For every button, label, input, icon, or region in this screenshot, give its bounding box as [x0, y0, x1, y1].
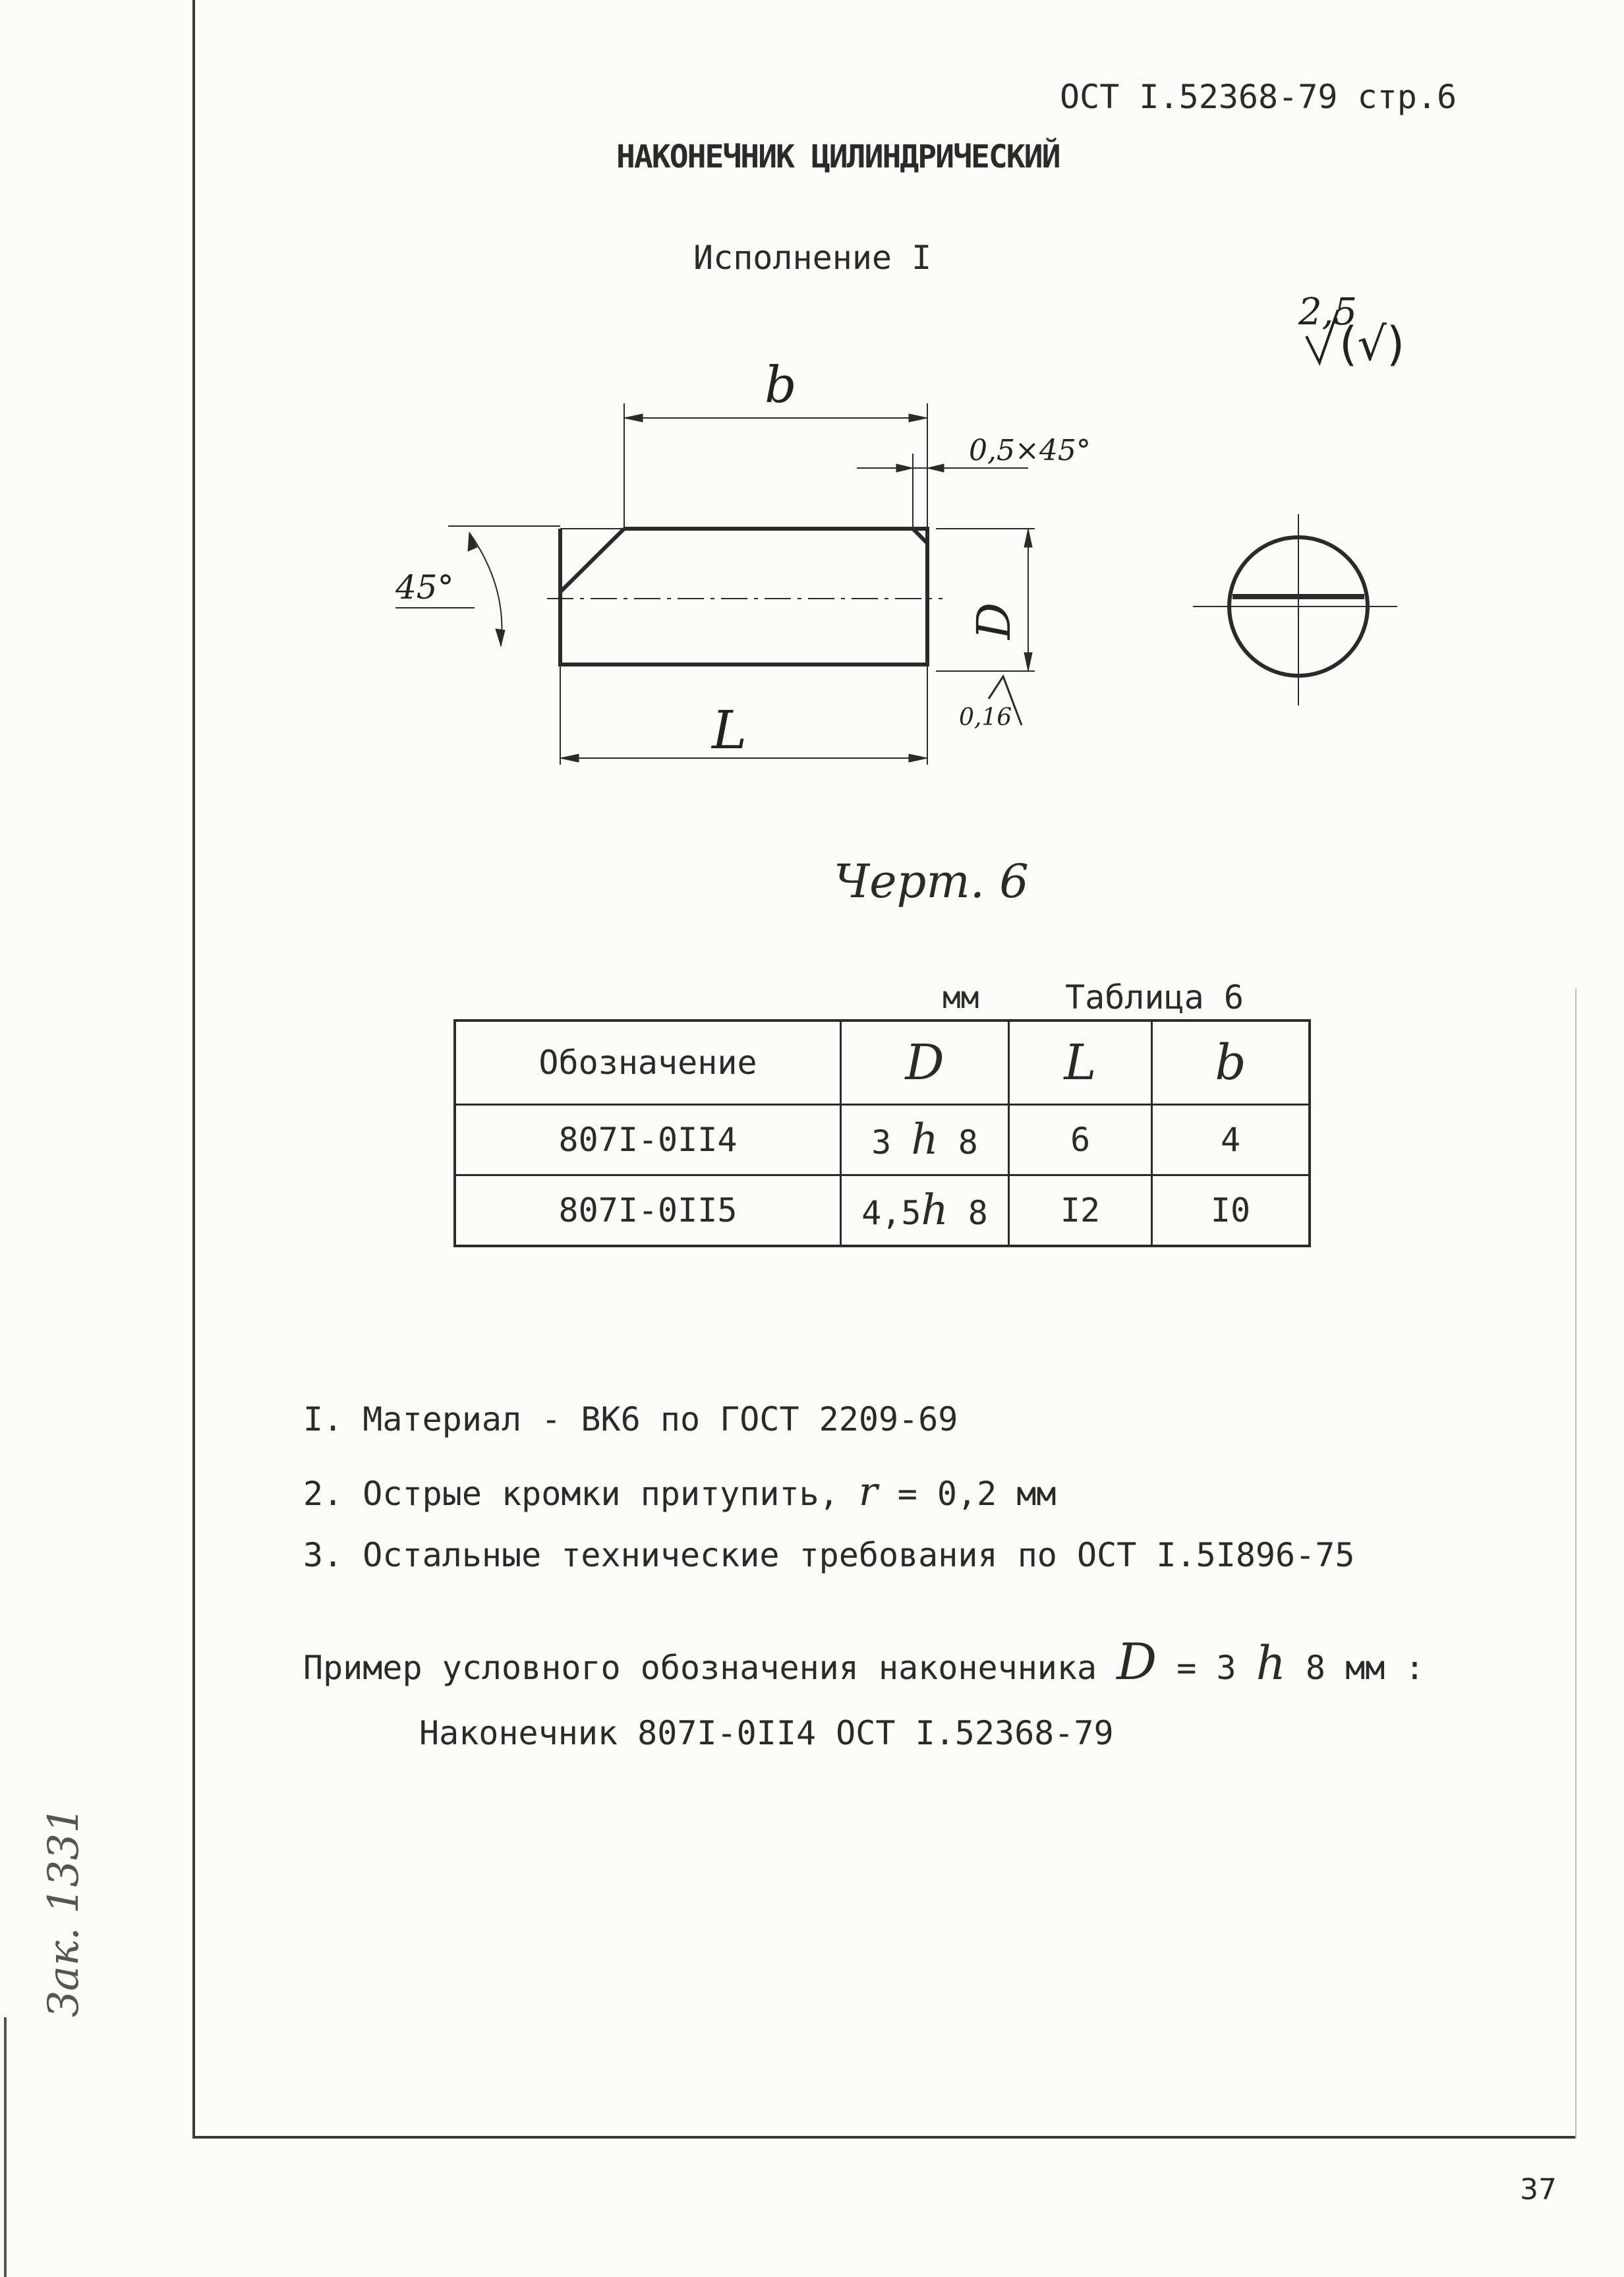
dim-d-label: D [967, 602, 1021, 639]
roughness-value: 2,5 [1298, 291, 1358, 334]
table-row [455, 1105, 1310, 1175]
example-eq: = 3 [1176, 1649, 1236, 1687]
header-b: b [1152, 1020, 1310, 1105]
header-d: D [841, 1020, 1009, 1105]
header-designation: Обозначение [455, 1020, 841, 1105]
sheet-border-bottom [192, 2136, 1577, 2139]
cell-designation: 807I-0II5 [455, 1175, 841, 1247]
note-2-value: = 0,2 мм [897, 1475, 1057, 1513]
dimension-table [453, 1019, 1311, 1247]
table-unit: мм [942, 980, 979, 1015]
page-title: НАКОНЕЧНИК ЦИЛИНДРИЧЕСКИЙ [616, 138, 1060, 175]
table-row [455, 1175, 1310, 1247]
doc-reference: ОСТ I.52368-79 стр.6 [1060, 78, 1457, 116]
table-name: Таблица 6 [1065, 978, 1244, 1017]
header-l: L [1009, 1020, 1152, 1105]
d-nominal: 3 [871, 1123, 892, 1162]
dim-angle-label: 45° [395, 568, 454, 606]
table-header-row [455, 1020, 1310, 1105]
cell-d [841, 1105, 1009, 1175]
surface-finish-local: 0,16 [959, 704, 1012, 731]
d-tolerance-field: h [911, 1115, 939, 1164]
note-2-text: 2. Острые кромки притупить, [303, 1475, 839, 1513]
example-designation: Наконечник 807I-0II4 ОСТ I.52368-79 [419, 1714, 1114, 1752]
part-drawing [369, 277, 1094, 767]
note-1: I. Материал - ВК6 по ГОСТ 2209-69 [303, 1400, 958, 1438]
cell-d [841, 1175, 1009, 1247]
sheet-border-right [1575, 989, 1577, 2139]
dim-chamfer-label: 0,5×45° [969, 434, 1091, 467]
cell-l: 6 [1009, 1105, 1152, 1175]
sheet-border-left [192, 0, 195, 2136]
note-2-radius-symbol: r [858, 1469, 878, 1515]
d-tolerance-field: h [921, 1186, 948, 1235]
dim-l-label: L [712, 699, 747, 761]
d-grade: 8 [958, 1123, 978, 1162]
scan-edge-mark [4, 2017, 7, 2277]
cell-designation: 807I-0II4 [455, 1105, 841, 1175]
cell-b: I0 [1152, 1175, 1310, 1247]
example-tail: 8 мм : [1305, 1649, 1425, 1687]
variant-label: Исполнение I [693, 239, 932, 277]
page-number: 37 [1520, 2173, 1557, 2206]
example-line [303, 1632, 1425, 1691]
end-view [1186, 514, 1404, 715]
note-3: 3. Остальные технические требования по ОСТ I.5I896-75 [303, 1536, 1355, 1574]
drawing-caption: Черт. 6 [834, 854, 1029, 908]
example-h-symbol: h [1256, 1636, 1286, 1690]
example-d-symbol: D [1116, 1632, 1157, 1691]
cell-b: 4 [1152, 1105, 1310, 1175]
roughness-general-symbol: (√) [1339, 317, 1405, 371]
dim-b-label: b [765, 355, 797, 414]
roughness-symbol [1292, 283, 1424, 405]
margin-order-note: Зак. 1331 [40, 1806, 88, 2017]
d-nominal: 4,5 [861, 1194, 921, 1232]
example-label: Пример условного обозначения наконечника [303, 1649, 1097, 1687]
note-2 [303, 1469, 1057, 1515]
cell-l: I2 [1009, 1175, 1152, 1247]
d-grade: 8 [968, 1194, 988, 1232]
